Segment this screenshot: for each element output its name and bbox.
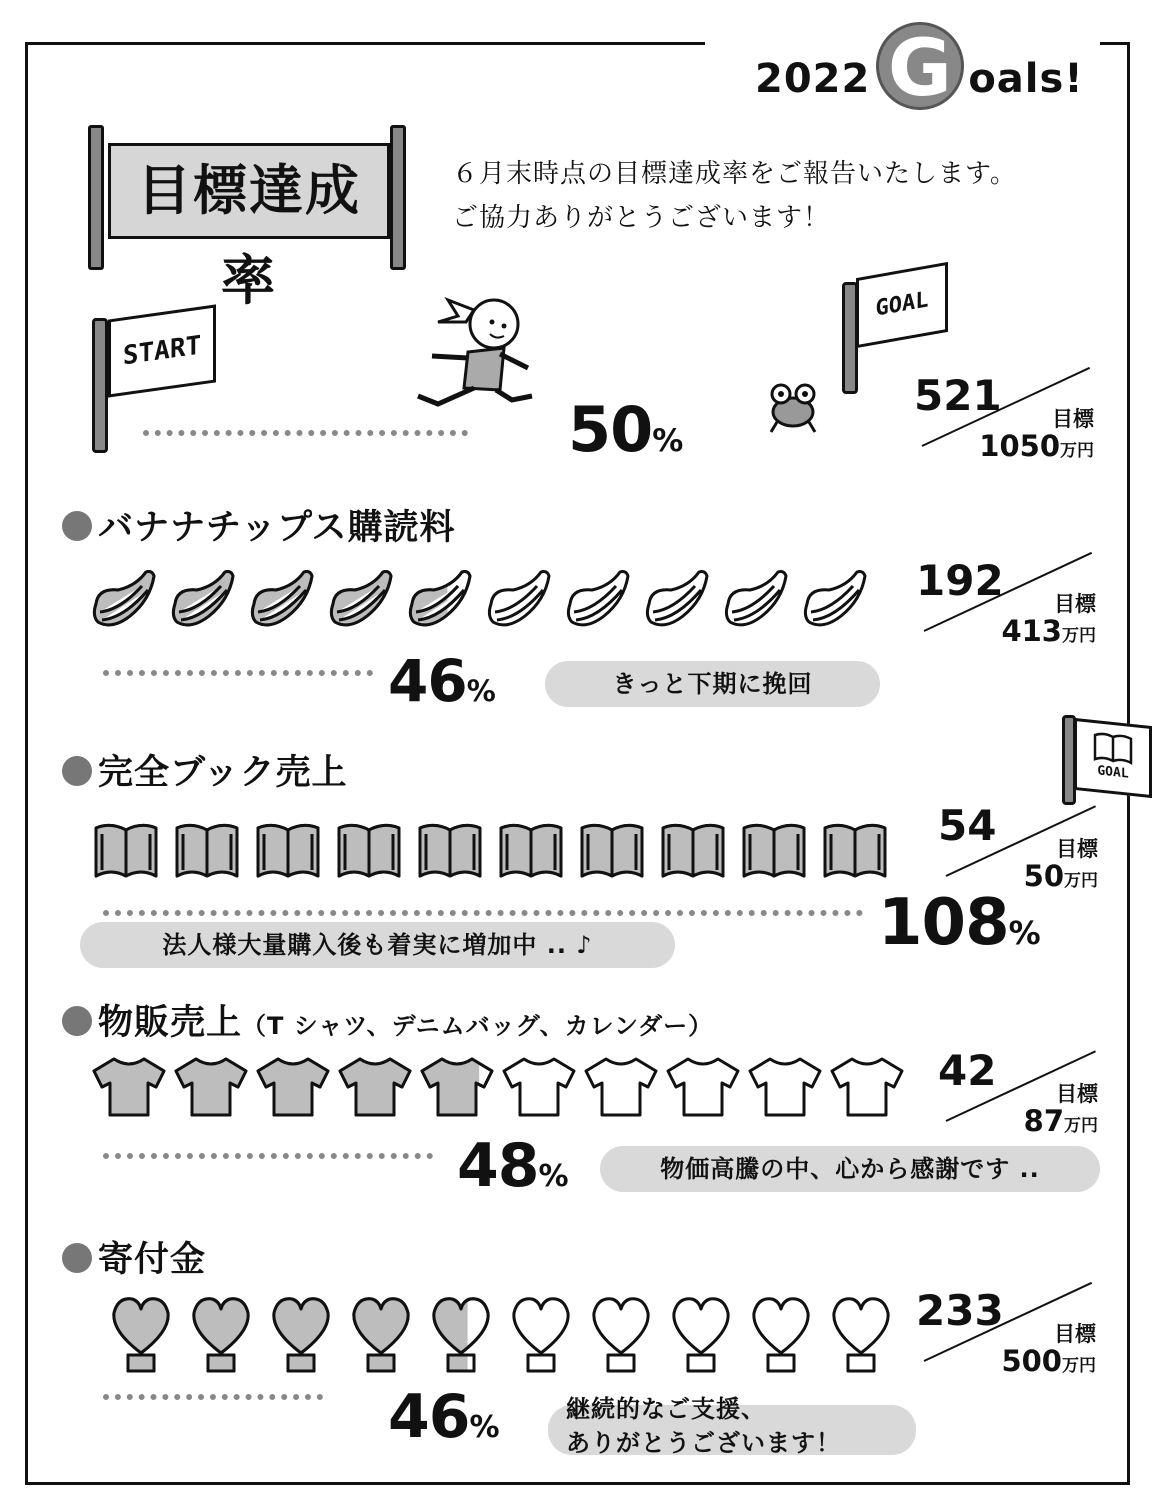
banana-icon [90, 566, 159, 636]
start-flag: START [108, 304, 216, 397]
banana-target-label: 目標 [1054, 592, 1096, 616]
heart-target-label: 目標 [1054, 1322, 1096, 1346]
section-title-merch [62, 995, 713, 1045]
banana-target-number: 413 [1001, 614, 1062, 648]
banana-icon [169, 566, 238, 636]
book-comment: 法人様大量購入後も着実に増加中 .. ♪ [80, 922, 675, 968]
overall-target-label: 目標 [1052, 407, 1094, 431]
book-row [92, 820, 889, 882]
tshirt-icon [584, 1055, 658, 1119]
heart-icon [748, 1295, 814, 1373]
book-target-unit: 万円 [1064, 871, 1098, 891]
overall-percent-value: 50 [568, 393, 653, 466]
tshirt-icon [502, 1055, 576, 1119]
banana-row [90, 566, 870, 636]
tshirt-comment: 物価高騰の中、心から感謝です .. [600, 1146, 1100, 1192]
heart-icon [668, 1295, 734, 1373]
heart-comment [548, 1395, 916, 1457]
book-target [938, 801, 1098, 895]
banana-current: 192 [916, 556, 1004, 605]
heart-current: 233 [916, 1286, 1004, 1335]
book-goal-flag-label: GOAL [1097, 763, 1129, 782]
tshirt-icon [666, 1055, 740, 1119]
bullet-icon [62, 756, 92, 786]
banana-percent [388, 648, 495, 724]
heart-target [916, 1286, 1096, 1380]
frame-left [25, 42, 28, 1482]
title-banner [88, 125, 410, 312]
section-title-text: 完全ブック売上 [98, 753, 348, 793]
book-percent [878, 888, 1040, 968]
tshirt-icon [830, 1055, 904, 1119]
section-title-book [62, 745, 348, 795]
heart-comment-line-2: ありがとうございます！ [566, 1429, 841, 1457]
banana-icon [327, 566, 396, 636]
book-current: 54 [938, 801, 997, 850]
tshirt-row [92, 1055, 904, 1119]
heart-percent-sign: % [469, 1410, 499, 1445]
bullet-icon [62, 1006, 92, 1036]
banana-target-unit: 万円 [1062, 626, 1096, 646]
frame-top-left [25, 42, 705, 45]
goals-rest: oals! [968, 56, 1084, 102]
banana-percent-value: 46 [388, 647, 467, 715]
banana-target-value [1001, 616, 1096, 651]
section-title-text: 寄付金 [98, 1240, 207, 1280]
overall-target-unit: 万円 [1060, 441, 1094, 461]
banana-percent-sign: % [466, 674, 495, 708]
book-target-label: 目標 [1056, 837, 1098, 861]
banner-pole-left [88, 125, 104, 270]
tshirt-icon [174, 1055, 248, 1119]
banana-icon [406, 566, 475, 636]
tshirt-icon [256, 1055, 330, 1119]
overall-percent-sign: % [652, 423, 683, 459]
goals-year: 2022 [755, 56, 871, 102]
book-percent-sign: % [1008, 914, 1040, 952]
heart-percent [388, 1383, 499, 1462]
banana-progress-dots [103, 670, 373, 676]
goal-flag: GOAL [856, 262, 948, 348]
tshirt-progress-dots [103, 1153, 433, 1159]
book-icon [578, 820, 646, 882]
frame-top-right [1100, 42, 1130, 45]
overall-percent [568, 395, 682, 476]
section-title-donation [62, 1232, 206, 1282]
tshirt-percent-sign: % [538, 1159, 568, 1194]
book-icon [92, 820, 160, 882]
tshirt-icon [420, 1055, 494, 1119]
heart-progress-dots [103, 1394, 323, 1400]
book-target-value [1024, 861, 1098, 896]
heart-percent-value: 46 [388, 1382, 470, 1452]
goals-heading [755, 24, 1084, 114]
overall-target [914, 371, 1094, 465]
book-icon [497, 820, 565, 882]
overall-target-value [979, 431, 1094, 466]
tshirt-target [938, 1046, 1098, 1140]
intro-text [452, 152, 1017, 240]
heart-icon [508, 1295, 574, 1373]
book-icon [173, 820, 241, 882]
section-title-text: バナナチップス購読料 [98, 508, 456, 548]
tshirt-target-number: 87 [1023, 1104, 1064, 1138]
book-icon [659, 820, 727, 882]
heart-target-unit: 万円 [1062, 1356, 1096, 1376]
overall-progress-dots [143, 430, 468, 436]
tshirt-percent [457, 1132, 568, 1211]
intro-line-2: ご協力ありがとうございます！ [452, 203, 831, 233]
tshirt-icon [92, 1055, 166, 1119]
tshirt-percent-value: 48 [457, 1131, 539, 1201]
banana-target [916, 556, 1096, 650]
heart-icon [348, 1295, 414, 1373]
book-percent-value: 108 [878, 886, 1009, 960]
tshirt-target-unit: 万円 [1064, 1116, 1098, 1136]
book-icon [1091, 729, 1135, 768]
banana-icon [564, 566, 633, 636]
heart-comment-line-1: 継続的なご支援、 [566, 1395, 766, 1423]
heart-icon [428, 1295, 494, 1373]
banana-comment: きっと下期に挽回 [545, 661, 880, 707]
heart-row [108, 1295, 894, 1373]
book-target-number: 50 [1023, 859, 1064, 893]
heart-icon [108, 1295, 174, 1373]
start-flag-pole [92, 318, 108, 453]
frame-bottom [25, 1482, 1130, 1485]
banana-icon [248, 566, 317, 636]
book-icon [254, 820, 322, 882]
section-title-text: 物販売上 [98, 1003, 243, 1043]
section-title-banana [62, 500, 456, 550]
tshirt-target-value [1024, 1106, 1098, 1141]
book-icon [740, 820, 808, 882]
banana-icon [485, 566, 554, 636]
section-subtitle: （T シャツ、デニムバッグ、カレンダー） [242, 1012, 714, 1040]
book-icon [335, 820, 403, 882]
heart-target-number: 500 [1001, 1344, 1062, 1378]
heart-icon [588, 1295, 654, 1373]
book-goal-flag [1074, 718, 1152, 798]
bullet-icon [62, 1243, 92, 1273]
book-icon [821, 820, 889, 882]
tshirt-icon [748, 1055, 822, 1119]
overall-current: 521 [914, 371, 1002, 420]
book-progress-dots [103, 910, 863, 916]
tshirt-current: 42 [938, 1046, 997, 1095]
frog-icon [763, 378, 823, 434]
banana-icon [722, 566, 791, 636]
overall-target-number: 1050 [979, 429, 1060, 463]
banana-icon [643, 566, 712, 636]
banner-pole-right [390, 125, 406, 270]
heart-icon [828, 1295, 894, 1373]
tshirt-icon [338, 1055, 412, 1119]
tshirt-target-label: 目標 [1056, 1082, 1098, 1106]
book-icon [416, 820, 484, 882]
bullet-icon [62, 511, 92, 541]
banner-title: 目標達成率 [108, 143, 390, 239]
intro-line-1: ６月末時点の目標達成率をご報告いたします。 [452, 159, 1017, 189]
heart-target-value [1001, 1346, 1096, 1381]
goals-g-circle: G [876, 22, 964, 110]
heart-icon [188, 1295, 254, 1373]
banana-icon [801, 566, 870, 636]
running-girl-icon [408, 292, 538, 417]
heart-icon [268, 1295, 334, 1373]
